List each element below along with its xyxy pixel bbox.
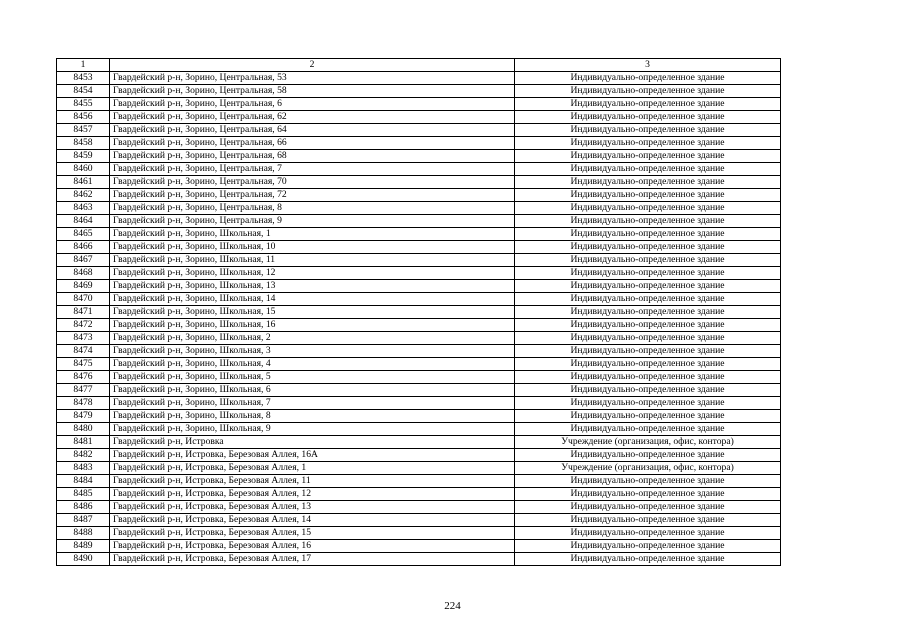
object-type-cell: Учреждение (организация, офис, контора) [515, 462, 781, 475]
table-row [57, 85, 781, 98]
record-id-cell: 8458 [57, 137, 110, 150]
address-cell: Гвардейский р-н, Зорино, Школьная, 15 [110, 306, 515, 319]
record-id-cell: 8481 [57, 436, 110, 449]
registry-table-body [57, 59, 781, 566]
object-type-cell: Индивидуально-определенное здание [515, 397, 781, 410]
table-row [57, 163, 781, 176]
table-row [57, 241, 781, 254]
table-row [57, 358, 781, 371]
record-id-cell: 8453 [57, 72, 110, 85]
table-row [57, 202, 781, 215]
record-id-cell: 8488 [57, 527, 110, 540]
object-type-cell: Индивидуально-определенное здание [515, 475, 781, 488]
record-id-cell: 8455 [57, 98, 110, 111]
address-cell: Гвардейский р-н, Зорино, Центральная, 68 [110, 150, 515, 163]
object-type-cell: Индивидуально-определенное здание [515, 189, 781, 202]
object-type-cell: Индивидуально-определенное здание [515, 423, 781, 436]
table-row [57, 176, 781, 189]
object-type-cell: Индивидуально-определенное здание [515, 306, 781, 319]
table-row [57, 332, 781, 345]
object-type-cell: Индивидуально-определенное здание [515, 176, 781, 189]
table-row [57, 306, 781, 319]
table-row [57, 475, 781, 488]
object-type-cell: Индивидуально-определенное здание [515, 319, 781, 332]
object-type-cell: Индивидуально-определенное здание [515, 553, 781, 566]
record-id-cell: 8465 [57, 228, 110, 241]
record-id-cell: 8470 [57, 293, 110, 306]
address-cell: Гвардейский р-н, Зорино, Школьная, 8 [110, 410, 515, 423]
table-row [57, 501, 781, 514]
record-id-cell: 8482 [57, 449, 110, 462]
address-cell: Гвардейский р-н, Зорино, Центральная, 9 [110, 215, 515, 228]
address-cell: Гвардейский р-н, Истровка, Березовая Аллея, 13 [110, 501, 515, 514]
object-type-cell: Индивидуально-определенное здание [515, 137, 781, 150]
object-type-cell: Индивидуально-определенное здание [515, 384, 781, 397]
address-cell: Гвардейский р-н, Зорино, Школьная, 12 [110, 267, 515, 280]
address-cell: Гвардейский р-н, Зорино, Центральная, 64 [110, 124, 515, 137]
record-id-cell: 8483 [57, 462, 110, 475]
object-type-cell: Индивидуально-определенное здание [515, 345, 781, 358]
table-row [57, 72, 781, 85]
record-id-cell: 8489 [57, 540, 110, 553]
address-cell: Гвардейский р-н, Зорино, Школьная, 4 [110, 358, 515, 371]
table-row [57, 137, 781, 150]
table-row [57, 189, 781, 202]
record-id-cell: 8469 [57, 280, 110, 293]
record-id-cell: 8473 [57, 332, 110, 345]
registry-table [56, 58, 781, 566]
table-row [57, 527, 781, 540]
object-type-cell: Индивидуально-определенное здание [515, 124, 781, 137]
object-type-cell: Индивидуально-определенное здание [515, 111, 781, 124]
record-id-cell: 8457 [57, 124, 110, 137]
object-type-cell: Индивидуально-определенное здание [515, 293, 781, 306]
page-number: 224 [444, 600, 461, 612]
address-cell: Гвардейский р-н, Зорино, Школьная, 11 [110, 254, 515, 267]
table-row [57, 267, 781, 280]
object-type-cell: Индивидуально-определенное здание [515, 163, 781, 176]
address-cell: Гвардейский р-н, Зорино, Центральная, 62 [110, 111, 515, 124]
table-row [57, 111, 781, 124]
table-row [57, 228, 781, 241]
record-id-cell: 8464 [57, 215, 110, 228]
record-id-cell: 8454 [57, 85, 110, 98]
object-type-cell: Индивидуально-определенное здание [515, 98, 781, 111]
object-type-cell: Индивидуально-определенное здание [515, 332, 781, 345]
object-type-cell: Индивидуально-определенное здание [515, 150, 781, 163]
table-row [57, 293, 781, 306]
object-type-cell: Индивидуально-определенное здание [515, 488, 781, 501]
table-row [57, 423, 781, 436]
address-cell: Гвардейский р-н, Зорино, Школьная, 14 [110, 293, 515, 306]
record-id-cell: 8467 [57, 254, 110, 267]
table-row [57, 319, 781, 332]
address-cell: Гвардейский р-н, Зорино, Центральная, 58 [110, 85, 515, 98]
address-cell: Гвардейский р-н, Зорино, Центральная, 53 [110, 72, 515, 85]
object-type-cell: Индивидуально-определенное здание [515, 72, 781, 85]
record-id-cell: 8484 [57, 475, 110, 488]
address-cell: Гвардейский р-н, Истровка, Березовая Аллея, 11 [110, 475, 515, 488]
address-cell: Гвардейский р-н, Зорино, Школьная, 2 [110, 332, 515, 345]
address-cell: Гвардейский р-н, Зорино, Центральная, 66 [110, 137, 515, 150]
record-id-cell: 8485 [57, 488, 110, 501]
address-cell: Гвардейский р-н, Истровка [110, 436, 515, 449]
object-type-cell: Индивидуально-определенное здание [515, 267, 781, 280]
object-type-cell: Индивидуально-определенное здание [515, 514, 781, 527]
object-type-cell: Индивидуально-определенное здание [515, 371, 781, 384]
record-id-cell: 8478 [57, 397, 110, 410]
record-id-cell: 8462 [57, 189, 110, 202]
record-id-cell: 8487 [57, 514, 110, 527]
table-row [57, 254, 781, 267]
record-id-cell: 8475 [57, 358, 110, 371]
table-row [57, 345, 781, 358]
address-cell: Гвардейский р-н, Зорино, Центральная, 8 [110, 202, 515, 215]
object-type-cell: Индивидуально-определенное здание [515, 410, 781, 423]
table-row [57, 215, 781, 228]
address-cell: Гвардейский р-н, Истровка, Березовая Аллея, 1 [110, 462, 515, 475]
address-cell: Гвардейский р-н, Зорино, Школьная, 9 [110, 423, 515, 436]
address-cell: Гвардейский р-н, Зорино, Центральная, 72 [110, 189, 515, 202]
address-cell: Гвардейский р-н, Зорино, Центральная, 70 [110, 176, 515, 189]
address-cell: Гвардейский р-н, Истровка, Березовая Аллея, 15 [110, 527, 515, 540]
object-type-cell: Индивидуально-определенное здание [515, 527, 781, 540]
address-cell: Гвардейский р-н, Зорино, Школьная, 1 [110, 228, 515, 241]
record-id-cell: 8466 [57, 241, 110, 254]
table-row [57, 488, 781, 501]
address-cell: Гвардейский р-н, Зорино, Школьная, 13 [110, 280, 515, 293]
address-cell: Гвардейский р-н, Зорино, Центральная, 7 [110, 163, 515, 176]
object-type-cell: Индивидуально-определенное здание [515, 241, 781, 254]
address-cell: Гвардейский р-н, Зорино, Школьная, 16 [110, 319, 515, 332]
object-type-cell: Учреждение (организация, офис, контора) [515, 436, 781, 449]
table-row [57, 280, 781, 293]
record-id-cell: 8490 [57, 553, 110, 566]
table-row [57, 410, 781, 423]
address-cell: Гвардейский р-н, Истровка, Березовая Аллея, 12 [110, 488, 515, 501]
record-id-cell: 8476 [57, 371, 110, 384]
record-id-cell: 8468 [57, 267, 110, 280]
record-id-cell: 8480 [57, 423, 110, 436]
record-id-cell: 8479 [57, 410, 110, 423]
object-type-cell: Индивидуально-определенное здание [515, 280, 781, 293]
address-cell: Гвардейский р-н, Зорино, Школьная, 7 [110, 397, 515, 410]
address-cell: Гвардейский р-н, Истровка, Березовая Аллея, 16А [110, 449, 515, 462]
column-number-3: 3 [515, 59, 781, 72]
object-type-cell: Индивидуально-определенное здание [515, 254, 781, 267]
object-type-cell: Индивидуально-определенное здание [515, 501, 781, 514]
address-cell: Гвардейский р-н, Зорино, Школьная, 6 [110, 384, 515, 397]
record-id-cell: 8472 [57, 319, 110, 332]
record-id-cell: 8474 [57, 345, 110, 358]
table-row [57, 384, 781, 397]
table-row [57, 514, 781, 527]
table-row [57, 553, 781, 566]
record-id-cell: 8460 [57, 163, 110, 176]
record-id-cell: 8459 [57, 150, 110, 163]
column-number-row [57, 59, 781, 72]
object-type-cell: Индивидуально-определенное здание [515, 215, 781, 228]
table-row [57, 150, 781, 163]
object-type-cell: Индивидуально-определенное здание [515, 358, 781, 371]
address-cell: Гвардейский р-н, Зорино, Школьная, 10 [110, 241, 515, 254]
table-row [57, 98, 781, 111]
record-id-cell: 8471 [57, 306, 110, 319]
address-cell: Гвардейский р-н, Зорино, Школьная, 5 [110, 371, 515, 384]
column-number-1: 1 [57, 59, 110, 72]
table-row [57, 462, 781, 475]
address-cell: Гвардейский р-н, Зорино, Школьная, 3 [110, 345, 515, 358]
record-id-cell: 8463 [57, 202, 110, 215]
address-cell: Гвардейский р-н, Зорино, Центральная, 6 [110, 98, 515, 111]
object-type-cell: Индивидуально-определенное здание [515, 540, 781, 553]
record-id-cell: 8477 [57, 384, 110, 397]
object-type-cell: Индивидуально-определенное здание [515, 202, 781, 215]
address-cell: Гвардейский р-н, Истровка, Березовая Аллея, 14 [110, 514, 515, 527]
object-type-cell: Индивидуально-определенное здание [515, 449, 781, 462]
column-number-2: 2 [110, 59, 515, 72]
object-type-cell: Индивидуально-определенное здание [515, 228, 781, 241]
table-row [57, 371, 781, 384]
address-cell: Гвардейский р-н, Истровка, Березовая Аллея, 17 [110, 553, 515, 566]
record-id-cell: 8456 [57, 111, 110, 124]
object-type-cell: Индивидуально-определенное здание [515, 85, 781, 98]
table-row [57, 124, 781, 137]
record-id-cell: 8461 [57, 176, 110, 189]
table-row [57, 540, 781, 553]
table-row [57, 436, 781, 449]
address-cell: Гвардейский р-н, Истровка, Березовая Аллея, 16 [110, 540, 515, 553]
table-row [57, 397, 781, 410]
table-row [57, 449, 781, 462]
record-id-cell: 8486 [57, 501, 110, 514]
